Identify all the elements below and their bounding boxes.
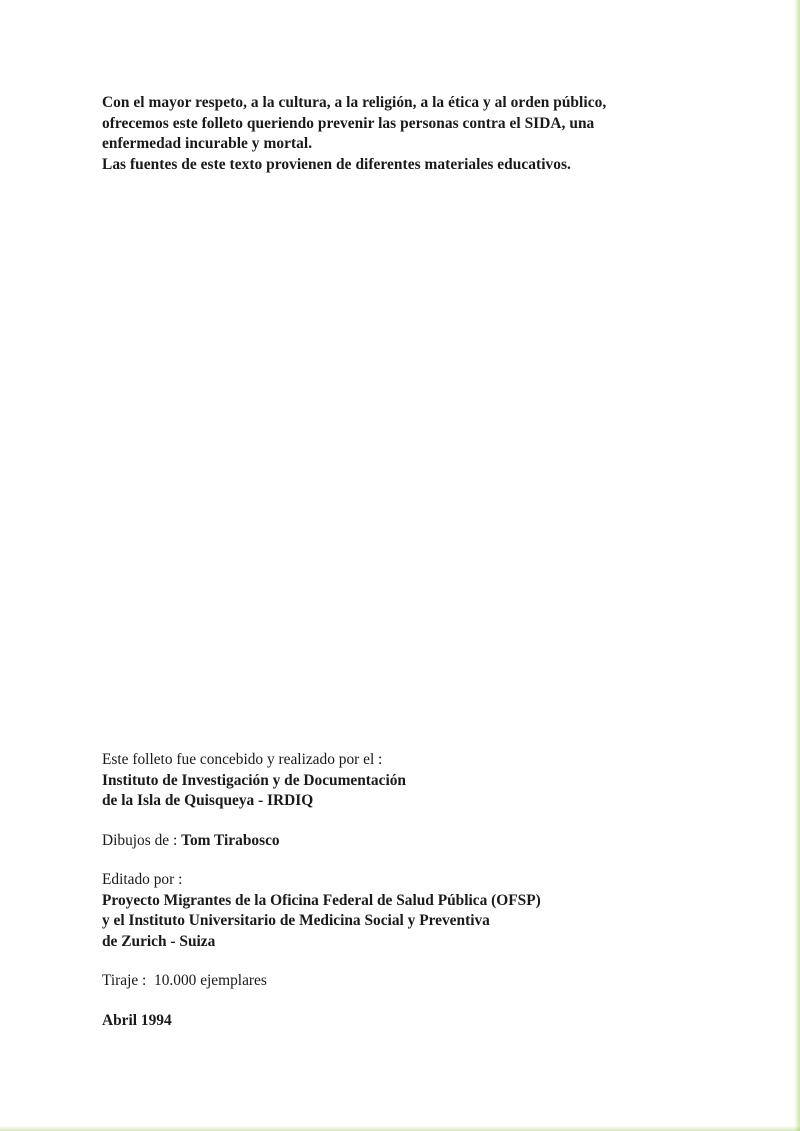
intro-paragraph [102,93,702,175]
spacer [102,992,702,1011]
institute-name-line1: Instituto de Investigación y de Documentación [102,771,406,789]
intro-line: ofrecemos este folleto queriendo prevenir las personas contra el SIDA, una [102,114,595,132]
drawings-label: Dibujos de : [102,831,182,849]
editor-line2: y el Instituto Universitario de Medicina Social y Preventiva [102,912,490,929]
drawings-author: Tom Tirabosco [181,831,280,849]
page-edge-tint [794,0,800,1131]
print-run: Tiraje : 10.000 ejemplares [102,972,267,989]
editor-line1: Proyecto Migrantes de la Oficina Federal de Salud Pública (OFSP) [102,891,541,909]
page-bottom-edge-tint [0,1126,800,1131]
spacer [102,851,702,870]
credits-block [102,750,702,1031]
intro-line: enfermedad incurable y mortal. [102,135,313,152]
concept-label: Este folleto fue concebido y realizado por el : [102,751,383,768]
publication-date: Abril 1994 [102,1011,172,1029]
spacer [102,952,702,971]
institute-name-line2: de la Isla de Quisqueya - IRDIQ [102,792,314,809]
drawings-credit [102,831,702,852]
spacer [102,812,702,831]
intro-line: Con el mayor respeto, a la cultura, a la religión, a la ética y al orden público, [102,94,607,111]
edited-label: Editado por : [102,871,183,888]
intro-line: Las fuentes de este texto provienen de diferentes materiales educativos. [102,155,571,173]
editor-line3: de Zurich - Suiza [102,932,216,950]
